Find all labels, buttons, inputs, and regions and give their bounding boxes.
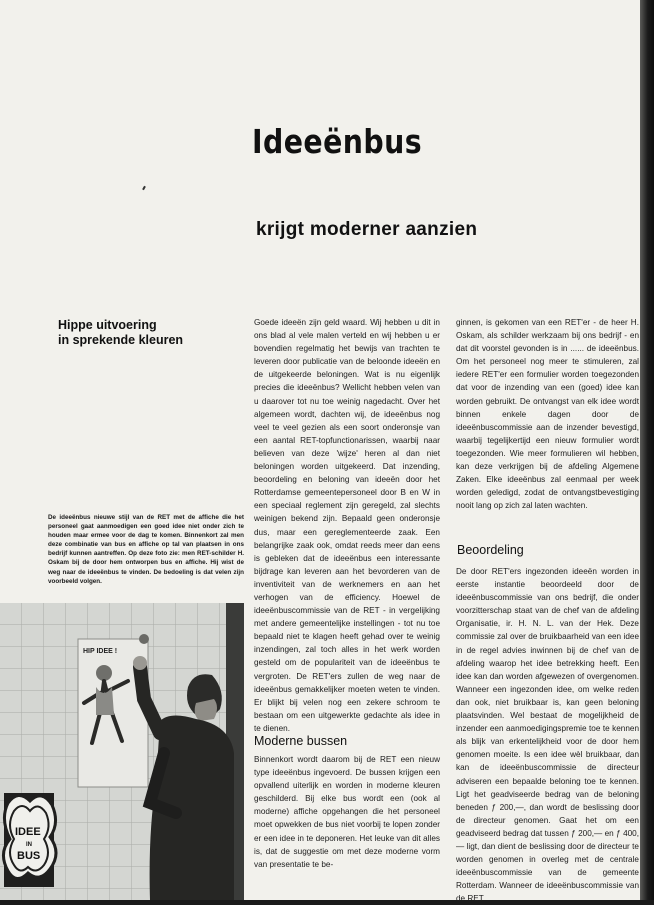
- side-heading-line-1: Hippe uitvoering: [58, 318, 157, 332]
- idea-box: [3, 793, 56, 887]
- photo-caption: De ideeënbus nieuwe stijl van de RET met de affiche die het personeel gaat aanmoedigen een goed idee niet onder zich te houden maar ermee voor de dag te komen. Binnenkort zal men deze combinatie van bus en affiche op tal van plaatsen in ons bedrijf kunnen aantreffen. Op deze foto zie: men RET-schilder H. Oskam bij de door hem ontworpen bus en affiche. Hij wist de weg naar de ideeënbus te vinden. De bedoeling is dat velen zijn voorbeeld volgen.: [48, 514, 244, 585]
- poster-text: HIP IDEE !: [83, 648, 118, 655]
- body-paragraph-2: Binnenkort wordt daarom bij de RET een nieuw type ideeënbus ingevoerd. De bussen krijgen een opvallend uiterlijk en worden in moderne kleuren geschilderd. Bij elke bus wordt een (ook al moderne) affiche opgehangen die het personeel moet opwekken de bus niet voorbij te lopen zonder er een idee in te deponeren. Het leuke van dit alles is, dat de suggestie om met deze moderne vorm van presentatie te be-: [254, 755, 440, 869]
- box-text-line-2: IN: [26, 842, 32, 848]
- body-column-2b: [456, 565, 639, 905]
- box-text-line-3: BUS: [17, 850, 41, 862]
- body-paragraph-4: De door RET'ers ingezonden ideeën worden in eerste instantie beoordeeld door de ideeënbuscommissie van ons bedrijf, die onder voorzitterschap staat van de chef van de afdeling Organisatie, ir. H. N. L. van der Hek. Deze commissie zal over de bruikbaarheid van een idee in de regel advies inwinnen bij de chef van de afdeling waarop het idee betrekking heeft. Een idee kan dan worden afgewezen of overgenomen. Wanneer een ingezonden idee, om welke reden dan ook, niet bruikbaar is, kan geen beloning plaatsvinden. Wel bestaat de mogelijkheid de inzender een aanmoedigingspremie toe te kennen als blijk van erkentelijkheid voor de door hem genomen moeite. Is een idee wèl bruikbaar, dan kan de ideeënbuscommissie de directeur adviseren een bepaalde beloning toe te kennen. Ligt het geadviseerde bedrag van de beloning beneden ƒ 200,—, dan wordt de beslissing door de directeur genomen. Gaat het om een geadviseerd bedrag dat tussen ƒ 200,— en ƒ 400,— ligt, dan dient de beslissing door de directeur te worden genomen in overleg met de centrale ideeënbuscommissie van de gemeente Rotterdam. Wanneer de ideeënbuscommissie van de RET: [456, 567, 639, 904]
- body-column-1: [254, 316, 440, 735]
- side-heading-line-2: in sprekende kleuren: [58, 333, 184, 347]
- section-heading-beoordeling: Beoordeling: [457, 543, 524, 557]
- box-text-line-1: IDEE: [15, 826, 41, 838]
- page-edge-shadow: [640, 0, 654, 900]
- body-paragraph-3: ginnen, is gekomen van een RET'er - de heer H. Oskam, als schilder werkzaam bij ons bedrijf - en dat dit voorstel gevonden is in ...... de ideeënbus. Om het personeel nog meer te stimuleren, zal iedere RET'er een formulier worden toegezonden dat voor de inzending van een (goed) idee kan worden gebruikt. De ontvangst van elk idee wordt binnen enkele dagen door de ideeënbuscommissie aan de inzender bevestigd, waarbij tegelijkertijd een nieuw formulier wordt toegezonden. Wie meer formulieren wil hebben, kan deze verkrijgen bij de afdeling Algemene Zaken. Elke ideeënbus zal eenmaal per week worden geledigd, zodat de ontvangstbevestiging nooit lang op zich zal laten wachten.: [456, 318, 639, 511]
- body-column-1b: [254, 753, 440, 871]
- photo-painter-with-idea-box: [0, 603, 244, 900]
- page-subtitle: krijgt moderner aanzien: [256, 219, 478, 240]
- section-heading-moderne-bussen: Moderne bussen: [254, 734, 348, 748]
- photo-illustration: [0, 603, 244, 900]
- page-title: Ideeënbus: [252, 122, 423, 161]
- body-column-2: [456, 316, 639, 512]
- print-speck: [142, 186, 146, 190]
- body-paragraph-1: Goede ideeën zijn geld waard. Wij hebben u dit in ons blad al vele malen verteld en wij hebben u er bovendien regelmatig het bewijs van trachten te leveren door publicatie van de beloonde ideeën en de uitgekeerde beloningen. Wat is nu eigenlijk precies die ideeënbus? Wellicht hebben velen van u daarover tot nu toe weinig nagedacht. Over het algemeen wordt, dachten wij, de ideeënbus nog veel te veel gezien als een soort onderonsje van een aantal RET-topfunctionarissen, waarbij naar believen van deze 'wijze' heren al dan niet beloningen worden uitgekeerd. Dat inzending, beoordeling en beloning van ideeën door het Rotterdamse gemeentepersoneel door B en W in een speciaal reglement zijn geregeld, zal slechts weinigen bekend zijn. Bepaald geen onderonsje dus, maar een gereglementeerde zaak. Een belangrijke zaak ook, omdat reeds meer dan eens is gebleken dat de ideeënbus een interessante bijdrage kan leveren aan het bevorderen van de inventiviteit van de werknemers en aan het verhogen van de efficiency. Hoewel de ideeënbuscommissie van de RET - in vergelijking met andere gemeentelijke instellingen - tot nu toe bepaald niet te klagen heeft gehad over te weinig inzendingen, zal toch alles in het werk worden gesteld om de populariteit van de ideeënbus te vergroten. De RET'ers zullen de weg naar de ideeënbus gemakkelijker moeten weten te vinden. Er blijkt bij velen nog een zekere schroom te bestaan om een uitgewerkte gedachte als idee in te dienen.: [254, 318, 440, 733]
- side-heading: [58, 318, 228, 348]
